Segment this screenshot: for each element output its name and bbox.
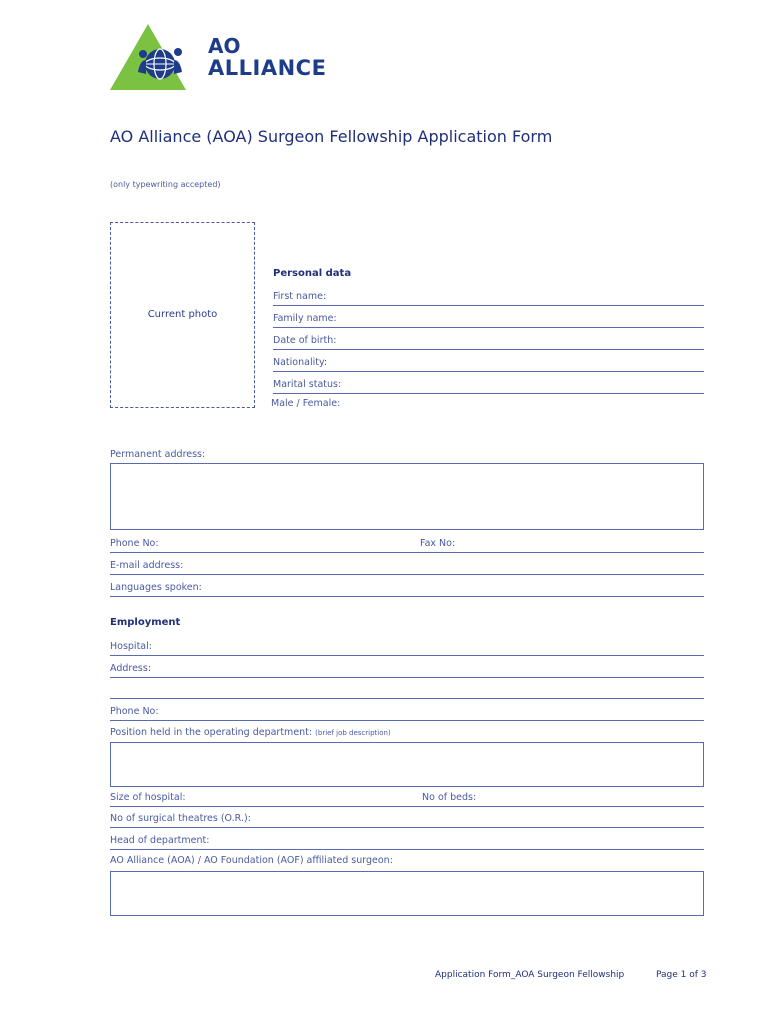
hospital-size-label: Size of hospital: [110, 792, 186, 803]
footer-page-number: Page 1 of 3 [656, 970, 707, 980]
date-of-birth-label: Date of birth: [273, 335, 337, 346]
nationality-field[interactable] [273, 352, 704, 372]
photo-label: Current photo [147, 309, 218, 320]
personal-data-heading: Personal data [273, 268, 352, 279]
beds-label: No of beds: [422, 792, 477, 803]
marital-status-label: Marital status: [273, 379, 342, 390]
first-name-field[interactable] [273, 286, 704, 306]
phone-fax-field[interactable] [110, 533, 704, 553]
permanent-address-label: Permanent address: [110, 449, 206, 460]
first-name-label: First name: [273, 291, 327, 302]
surgical-theatres-field[interactable] [110, 808, 704, 828]
logo-text-alliance: ALLIANCE [208, 56, 327, 80]
hospital-field[interactable] [110, 636, 704, 656]
position-text: Position held in the operating department: [110, 727, 313, 738]
family-name-label: Family name: [273, 313, 337, 324]
fax-label: Fax No: [420, 538, 456, 549]
logo-text-ao: AO [208, 34, 241, 58]
affiliated-surgeon-box[interactable] [110, 871, 704, 916]
email-label: E-mail address: [110, 560, 184, 571]
footer-document-name: Application Form_AOA Surgeon Fellowship [435, 970, 625, 980]
typewriting-note: (only typewriting accepted) [110, 180, 221, 189]
date-of-birth-field[interactable] [273, 330, 704, 350]
languages-label: Languages spoken: [110, 582, 202, 593]
position-description-box[interactable] [110, 742, 704, 787]
hospital-size-field[interactable] [110, 787, 704, 807]
ao-alliance-logo [110, 22, 350, 94]
photo-placeholder[interactable] [110, 222, 255, 408]
head-of-department-field[interactable] [110, 830, 704, 850]
hospital-label: Hospital: [110, 641, 152, 652]
employment-heading: Employment [110, 617, 181, 628]
permanent-address-box[interactable] [110, 463, 704, 530]
globe-triangle-icon [110, 22, 210, 94]
position-label [110, 727, 391, 738]
affiliated-surgeon-label: AO Alliance (AOA) / AO Foundation (AOF) affiliated surgeon: [110, 855, 393, 866]
marital-status-field[interactable] [273, 374, 704, 394]
languages-field[interactable] [110, 577, 704, 597]
head-of-department-label: Head of department: [110, 835, 210, 846]
hospital-address-field[interactable] [110, 658, 704, 678]
hospital-address-label: Address: [110, 663, 152, 674]
form-title: AO Alliance (AOA) Surgeon Fellowship Application Form [110, 127, 553, 146]
hospital-address-line2[interactable] [110, 679, 704, 699]
position-note: (brief job description) [315, 729, 391, 737]
family-name-field[interactable] [273, 308, 704, 328]
hospital-phone-field[interactable] [110, 701, 704, 721]
phone-label: Phone No: [110, 538, 159, 549]
nationality-label: Nationality: [273, 357, 328, 368]
sex-label: Male / Female: [271, 398, 341, 409]
email-field[interactable] [110, 555, 704, 575]
hospital-phone-label: Phone No: [110, 706, 159, 717]
surgical-theatres-label: No of surgical theatres (O.R.): [110, 813, 251, 824]
